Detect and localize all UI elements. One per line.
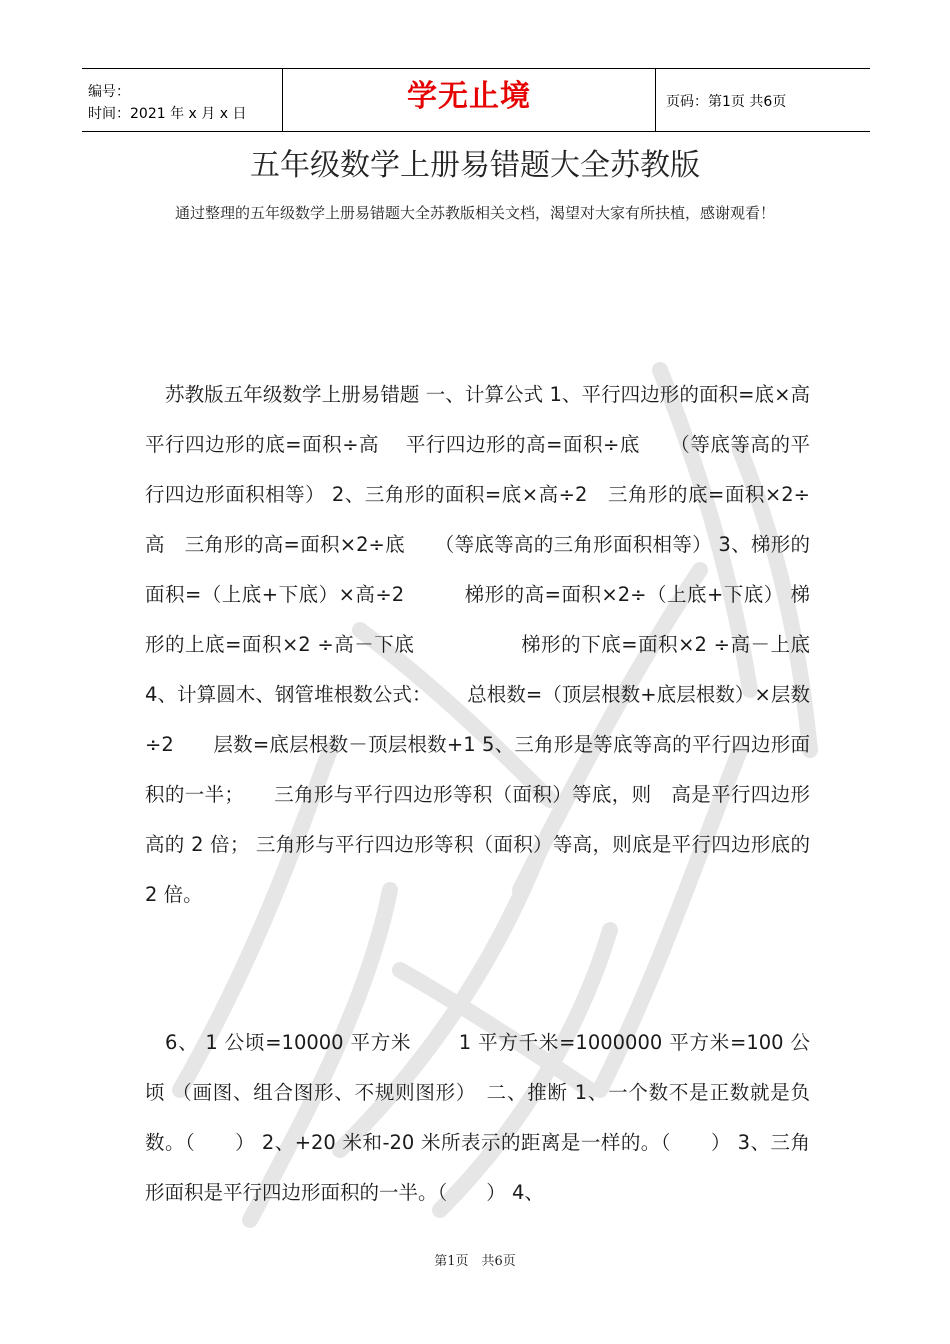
intro-paragraph: 通过整理的五年级数学上册易错题大全苏教版相关文档，渴望对大家有所扶植，感谢观看！ (175, 204, 776, 222)
time-label: 时间：2021 年 x 月 x 日 (88, 106, 247, 122)
header-page-info: 页码：第1页 共6页 (666, 94, 787, 110)
document-title: 五年级数学上册易错题大全苏教版 (250, 148, 700, 183)
body-paragraph-1: 苏教版五年级数学上册易错题 一、计算公式 1、平行四边形的面积=底×高 平行四边形的底=面积÷高 平行四边形的高=面积÷底 （等底等高的平行四边形面积相等） 2、三角形的面积=底×高÷2 三角形的底=面积×2÷高 三角形的高=面积×2÷底 （等底等高的三角形面积相等） 3、梯形的面积=（上底+下底）×高÷2 梯形的高=面积×2÷（上底+下底） 梯形的上底=面积×2 ÷高－下底 梯形的下底=面积×2 ÷高－上底 4、计算圆木、钢管堆根数公式： 总根数=（顶层根数+底层根数）×层数÷2 层数=底层根数－顶层根数+1 5、三角形是等底等高的平行四边形面积的一半； 三角形与平行四边形等积（面积）等底，则 高是平行四边形高的 2 倍； 三角形与平行四边形等积（面积）等高，则底是平行四边形底的 2 倍。 (145, 383, 869, 906)
code-label: 编号： (88, 84, 130, 100)
header-motto-cell (282, 69, 656, 131)
page-footer: 第1页 共6页 (434, 1254, 516, 1269)
header-meta-cell (82, 69, 282, 131)
header-page-cell (656, 69, 870, 131)
body-paragraph-2: 6、 1 公顷=10000 平方米 1 平方千米=1000000 平方米=100 公顷 （画图、组合图形、不规则图形） 二、推断 1、一个数不是正数就是负数。（ ） 2、+20 米和-20 米所表示的距离是一样的。（ ） 3、三角形面积是平行四边形面积的一半。（ ） 4、 (145, 1031, 810, 1204)
document-header (82, 68, 870, 132)
motto-text: 学无止境 (407, 79, 531, 114)
